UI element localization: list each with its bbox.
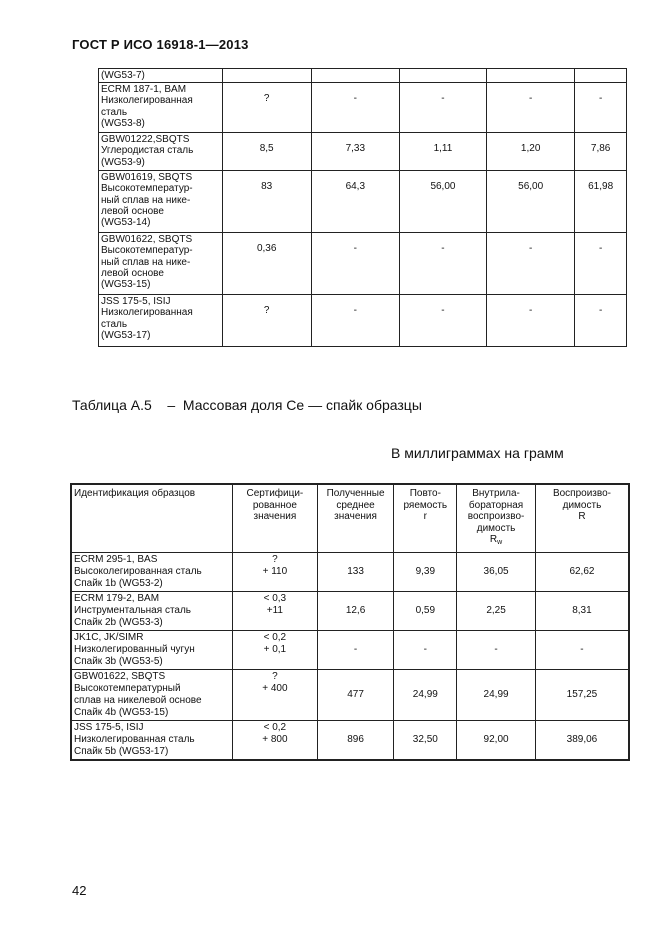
value-cell: - bbox=[487, 295, 575, 347]
header-intralab-reproducibility bbox=[457, 484, 536, 552]
sample-id-line: Высокотемператур- bbox=[101, 245, 193, 257]
header-text: Повто- bbox=[409, 488, 441, 499]
value-cell: 24,99 bbox=[394, 669, 457, 720]
page-number: 42 bbox=[72, 883, 87, 898]
certified-line: +11 bbox=[266, 604, 283, 616]
value-cell: 32,50 bbox=[394, 720, 457, 760]
value-cell: 12,6 bbox=[317, 591, 394, 630]
value-cell bbox=[311, 69, 399, 83]
value-cell: 2,25 bbox=[457, 591, 536, 630]
table-row bbox=[99, 69, 627, 83]
value-cell: - bbox=[311, 295, 399, 347]
value-cell: 0,36 bbox=[222, 233, 311, 295]
certified-line: < 0,2 bbox=[263, 631, 287, 643]
table-top bbox=[98, 68, 627, 347]
value-cell: 133 bbox=[317, 552, 394, 591]
header-text: димость bbox=[476, 522, 516, 534]
header-text: значения bbox=[334, 511, 377, 522]
sample-id-line: JSS 175-5, ISIJ bbox=[101, 296, 171, 308]
sample-id-line: сталь bbox=[101, 318, 128, 330]
table-a5-header-row bbox=[71, 484, 629, 552]
value-cell: - bbox=[399, 83, 486, 133]
header-obtained bbox=[317, 484, 394, 552]
header-sample-id-text: Идентификация образцов bbox=[74, 488, 196, 499]
sample-id-cell bbox=[99, 83, 223, 133]
table-row bbox=[71, 669, 629, 720]
sample-id-line: ECRM 179-2, BAM bbox=[74, 592, 160, 604]
value-cell: 9,39 bbox=[394, 552, 457, 591]
sample-id-cell bbox=[71, 720, 233, 760]
sample-id-line: ECRM 187-1, BAM bbox=[101, 84, 187, 96]
value-cell bbox=[575, 69, 627, 83]
table-row bbox=[71, 591, 629, 630]
header-symbol-subscript: w bbox=[497, 539, 503, 546]
table-row bbox=[71, 720, 629, 760]
sample-id-cell bbox=[71, 669, 233, 720]
header-text: значения bbox=[253, 511, 297, 522]
header-text: рованное bbox=[252, 499, 297, 511]
value-cell: 56,00 bbox=[487, 171, 575, 233]
certified-line: + 0,1 bbox=[263, 643, 287, 655]
sample-id-line: Спайк 4b (WG53-15) bbox=[74, 706, 169, 718]
certified-line: ? bbox=[272, 670, 278, 682]
header-reproducibility bbox=[535, 484, 629, 552]
value-cell: - bbox=[487, 233, 575, 295]
value-cell: ? bbox=[222, 295, 311, 347]
sample-id-line: (WG53-14) bbox=[101, 217, 151, 229]
value-cell: 896 bbox=[317, 720, 394, 760]
header-certified bbox=[233, 484, 318, 552]
header-text: Полученные bbox=[326, 488, 385, 499]
table-a5-body bbox=[71, 552, 629, 760]
header-text: воспроизво- bbox=[467, 511, 525, 522]
sample-id-line: Низколегированная bbox=[101, 95, 193, 107]
certified-line: < 0,2 bbox=[263, 721, 287, 733]
sample-id-line: GBW01622, SBQTS bbox=[101, 234, 193, 246]
value-cell bbox=[399, 69, 486, 83]
value-cell: ? bbox=[222, 83, 311, 133]
table-caption: Таблица А.5 – Массовая доля Се — спайк образцы bbox=[72, 397, 422, 413]
sample-id-cell bbox=[71, 552, 233, 591]
header-text: среднее bbox=[336, 499, 375, 511]
value-cell: 83 bbox=[222, 171, 311, 233]
header-text: Сертифици- bbox=[246, 488, 304, 499]
certified-cell bbox=[233, 591, 318, 630]
sample-id-line: GBW01222,SBQTS bbox=[101, 134, 190, 146]
certified-cell bbox=[233, 630, 318, 669]
sample-id-line: (WG53-8) bbox=[101, 117, 145, 129]
value-cell: - bbox=[457, 630, 536, 669]
sample-id-line: (WG53-15) bbox=[101, 279, 151, 291]
value-cell: 157,25 bbox=[535, 669, 629, 720]
certified-line: + 110 bbox=[262, 565, 288, 577]
sample-id-cell bbox=[99, 233, 223, 295]
sample-id-line: Спайк 3b (WG53-5) bbox=[74, 655, 163, 667]
sample-id-line: Высокотемпературный bbox=[74, 682, 181, 694]
sample-id-line: ECRM 295-1, BAS bbox=[74, 553, 158, 565]
header-symbol bbox=[459, 534, 533, 549]
header-repeatability bbox=[394, 484, 457, 552]
value-cell bbox=[222, 69, 311, 83]
sample-id-cell bbox=[99, 171, 223, 233]
value-cell: 64,3 bbox=[311, 171, 399, 233]
table-row bbox=[71, 630, 629, 669]
value-cell: 389,06 bbox=[535, 720, 629, 760]
sample-id-line: левой основе bbox=[101, 267, 164, 279]
sample-id-line: JK1C, JK/SIMR bbox=[74, 631, 144, 643]
value-cell: 24,99 bbox=[457, 669, 536, 720]
sample-id-cell bbox=[99, 295, 223, 347]
sample-id-line: JSS 175-5, ISIJ bbox=[74, 721, 144, 733]
sample-id-line: Углеродистая сталь bbox=[101, 145, 194, 157]
sample-id-line: Низколегированная сталь bbox=[74, 733, 195, 745]
sample-id-cell bbox=[99, 69, 223, 83]
table-row bbox=[99, 83, 627, 133]
sample-id-line: Спайк 2b (WG53-3) bbox=[74, 616, 163, 628]
certified-cell bbox=[233, 669, 318, 720]
value-cell: 36,05 bbox=[457, 552, 536, 591]
value-cell: 61,98 bbox=[575, 171, 627, 233]
table-units: В миллиграммах на грамм bbox=[391, 445, 564, 461]
value-cell: - bbox=[399, 295, 486, 347]
sample-id-line: (WG53-9) bbox=[101, 156, 145, 168]
value-cell: - bbox=[311, 83, 399, 133]
table-a5 bbox=[70, 483, 630, 761]
sample-id-cell bbox=[99, 133, 223, 171]
value-cell: 8,31 bbox=[535, 591, 629, 630]
sample-id-line: Низколегированная bbox=[101, 307, 193, 319]
header-symbol-letter: R bbox=[489, 534, 498, 545]
value-cell: - bbox=[535, 630, 629, 669]
table-row bbox=[99, 171, 627, 233]
sample-id-line: левой основе bbox=[101, 205, 164, 217]
value-cell: 7,86 bbox=[575, 133, 627, 171]
certified-line: + 800 bbox=[262, 733, 288, 745]
certified-cell bbox=[233, 552, 318, 591]
value-cell: - bbox=[575, 83, 627, 133]
sample-id-line: (WG53-17) bbox=[101, 329, 151, 341]
header-text: димость bbox=[562, 499, 602, 511]
value-cell: 0,59 bbox=[394, 591, 457, 630]
value-cell: 56,00 bbox=[399, 171, 486, 233]
table-row bbox=[99, 233, 627, 295]
value-cell: - bbox=[399, 233, 486, 295]
value-cell: - bbox=[575, 295, 627, 347]
value-cell: 8,5 bbox=[222, 133, 311, 171]
value-cell: - bbox=[575, 233, 627, 295]
certified-line: ? bbox=[272, 553, 278, 565]
header-text: Внутрила- bbox=[472, 488, 520, 499]
sample-id-line: Низколегированный чугун bbox=[74, 643, 195, 655]
sample-id-line: ный сплав на нике- bbox=[101, 256, 191, 268]
sample-id-line: GBW01622, SBQTS bbox=[74, 670, 166, 682]
header-text: ряемость bbox=[403, 499, 448, 511]
sample-id-line: Инструментальная сталь bbox=[74, 604, 192, 616]
sample-id-line: Спайк 5b (WG53-17) bbox=[74, 745, 169, 757]
sample-id-line: Высокотемператур- bbox=[101, 183, 193, 195]
value-cell: - bbox=[317, 630, 394, 669]
value-cell: 62,62 bbox=[535, 552, 629, 591]
sample-id-line: GBW01619, SBQTS bbox=[101, 172, 193, 184]
table-row bbox=[99, 133, 627, 171]
value-cell: 92,00 bbox=[457, 720, 536, 760]
certified-line: + 400 bbox=[262, 682, 288, 694]
sample-id-line: сплав на никелевой основе bbox=[74, 694, 202, 706]
value-cell: 7,33 bbox=[311, 133, 399, 171]
value-cell: 1,20 bbox=[487, 133, 575, 171]
header-text: R bbox=[578, 511, 586, 522]
sample-id-cell bbox=[71, 630, 233, 669]
header-text: Воспроизво- bbox=[552, 488, 611, 499]
header-text: r bbox=[423, 511, 427, 522]
sample-id-line: ный сплав на нике- bbox=[101, 194, 191, 206]
value-cell: - bbox=[487, 83, 575, 133]
sample-id-line: сталь bbox=[101, 106, 128, 118]
header-text: бораторная bbox=[468, 499, 524, 511]
certified-line: < 0,3 bbox=[263, 592, 287, 604]
header-sample-id bbox=[71, 484, 233, 552]
value-cell: 1,11 bbox=[399, 133, 486, 171]
table-top-body bbox=[99, 69, 627, 347]
table-row bbox=[71, 552, 629, 591]
sample-id-cell bbox=[71, 591, 233, 630]
value-cell: 477 bbox=[317, 669, 394, 720]
table-row bbox=[99, 295, 627, 347]
sample-id-line: Высоколегированная сталь bbox=[74, 565, 202, 577]
certified-cell bbox=[233, 720, 318, 760]
value-cell: - bbox=[394, 630, 457, 669]
document-header: ГОСТ Р ИСО 16918-1—2013 bbox=[72, 37, 249, 52]
sample-id-line: (WG53-7) bbox=[101, 70, 145, 81]
sample-id-line: Спайк 1b (WG53-2) bbox=[74, 577, 163, 589]
value-cell: - bbox=[311, 233, 399, 295]
value-cell bbox=[487, 69, 575, 83]
